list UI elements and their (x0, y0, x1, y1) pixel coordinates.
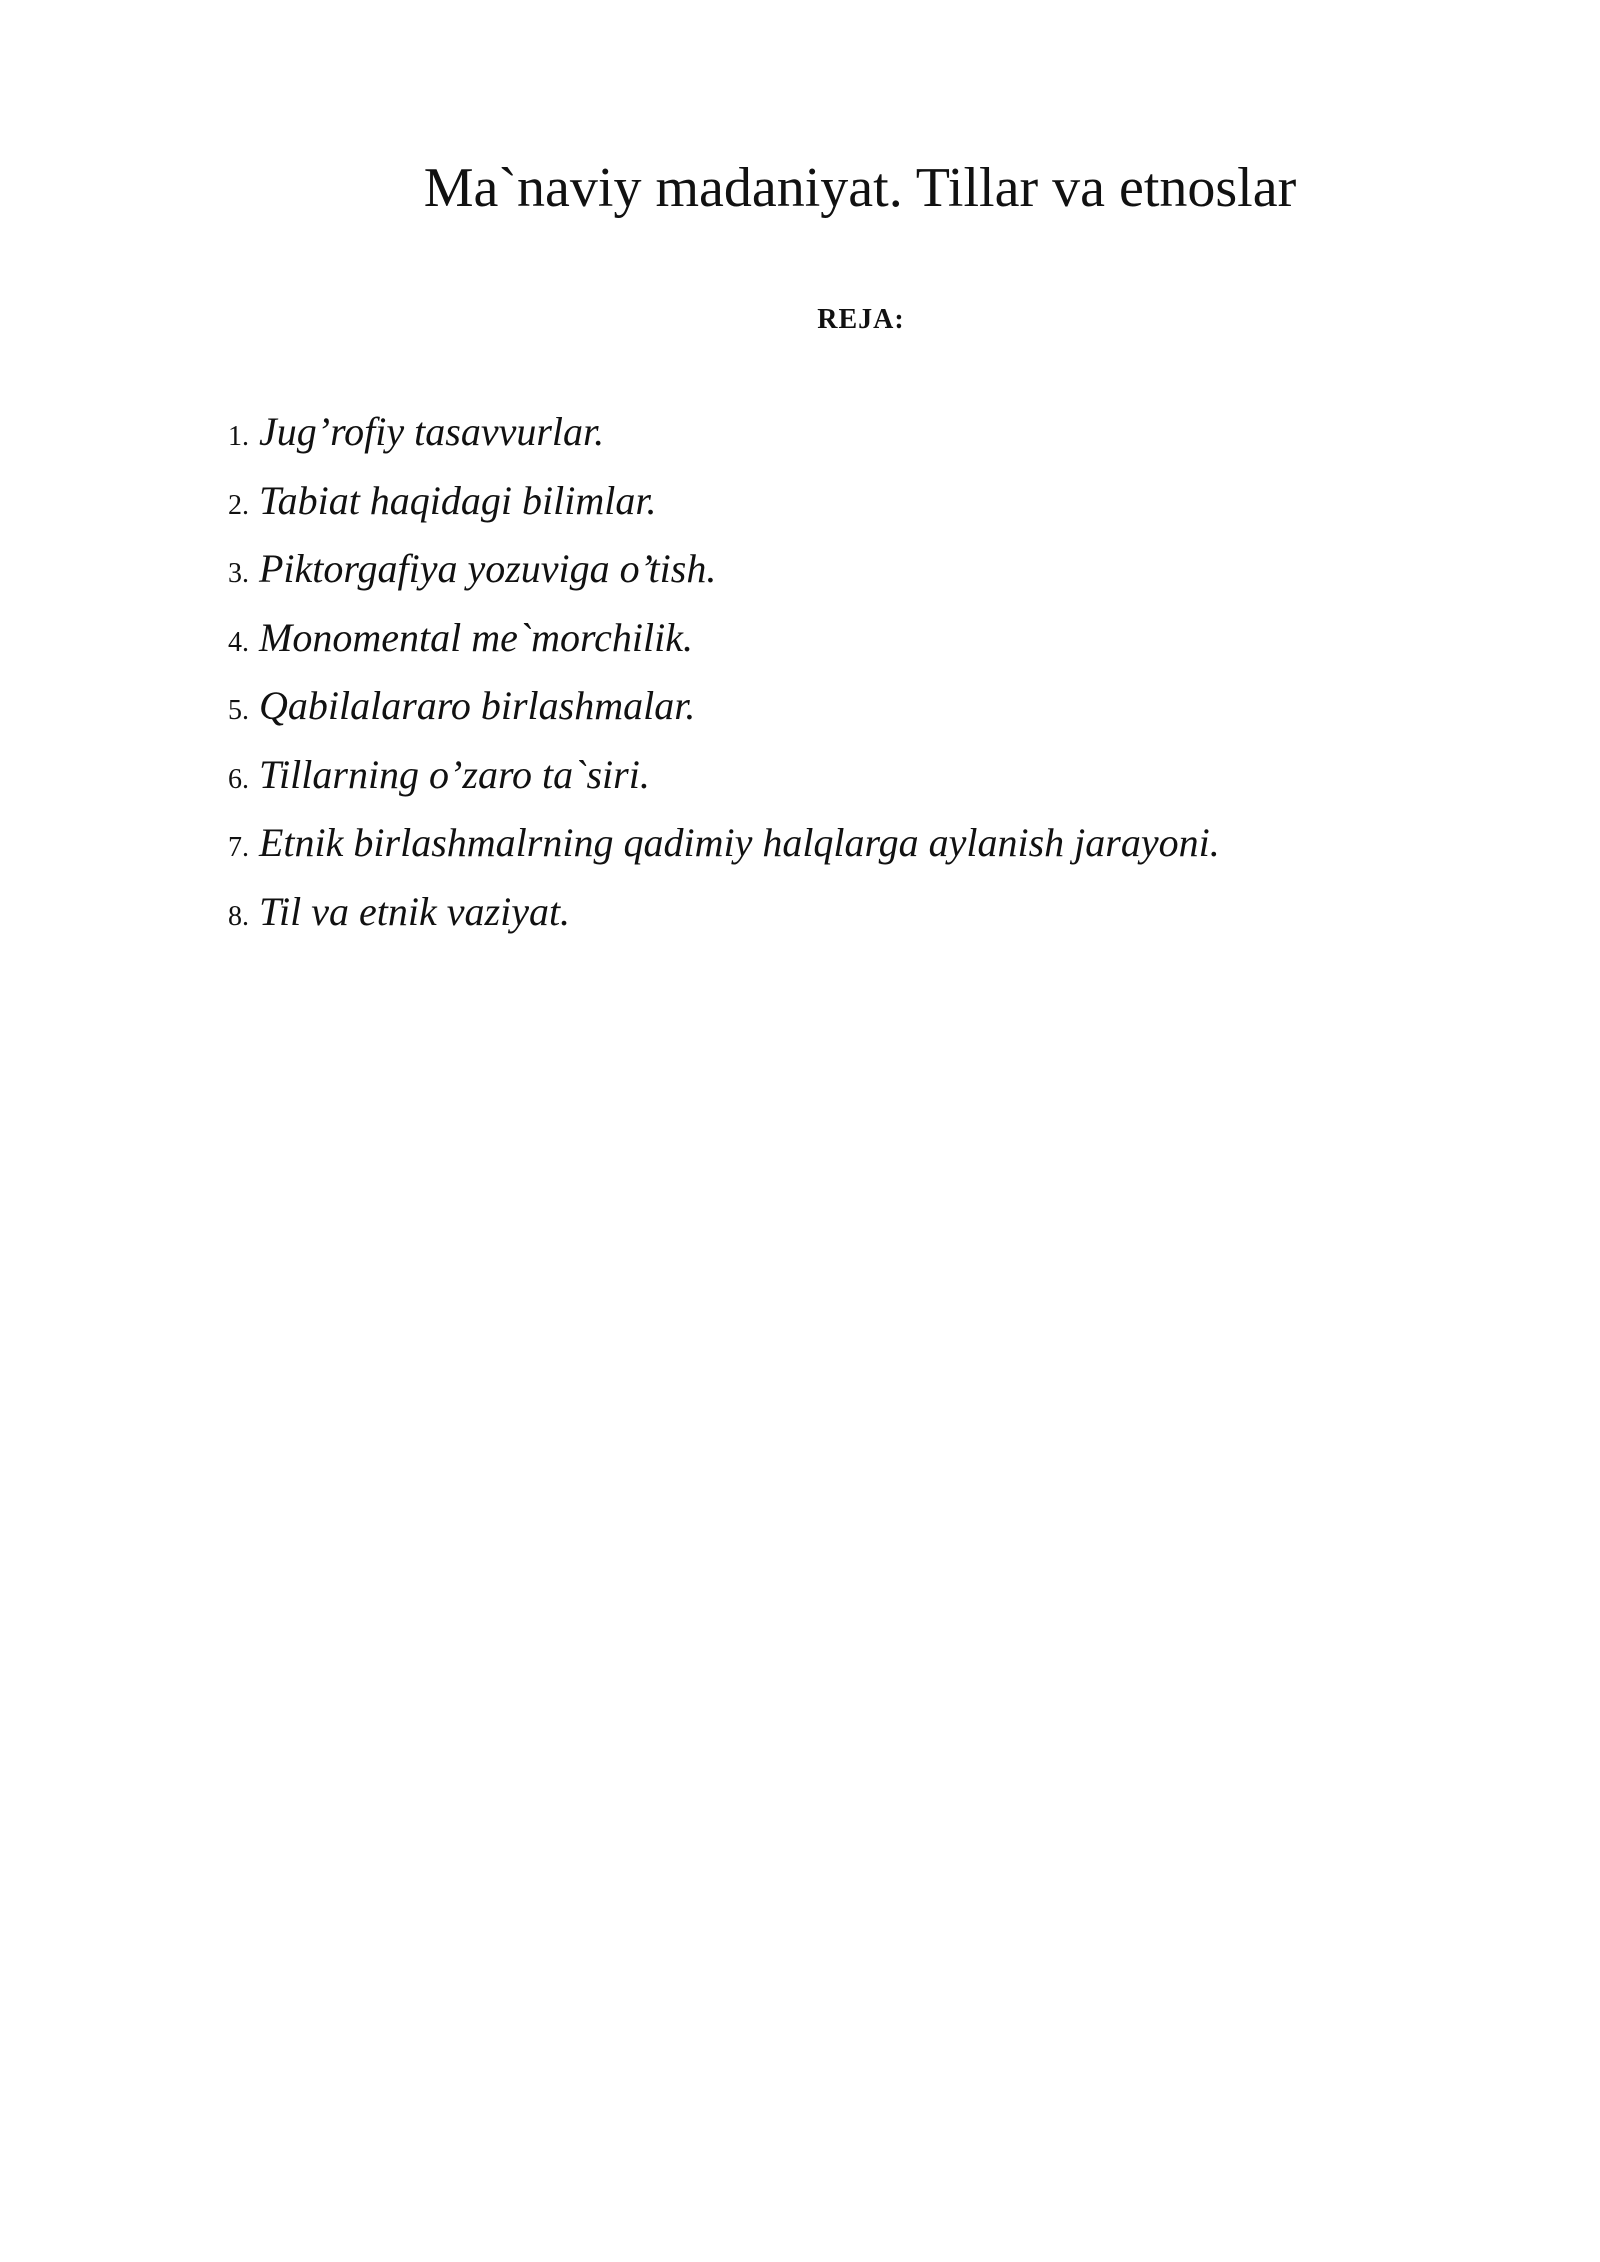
list-item-number: 8. (228, 900, 249, 932)
list-item (228, 614, 1220, 683)
list-item-number: 1. (228, 421, 249, 452)
list-item-text: Piktorgafiya yozuviga o’tish. (259, 546, 717, 591)
list-item-number: 2. (228, 489, 249, 521)
list-item-text: Qabilalararo birlashmalar. (259, 683, 696, 728)
list-item-number: 7. (228, 832, 249, 863)
list-item (228, 751, 1220, 820)
list-item-number: 4. (228, 626, 249, 658)
list-item (228, 477, 1220, 546)
list-item (228, 408, 1220, 477)
list-item-number: 6. (228, 763, 249, 795)
plan-heading: REJA: (817, 304, 905, 335)
list-item-number: 3. (228, 558, 249, 589)
list-item-text: Etnik birlashmalrning qadimiy halqlarga aylanish jarayoni. (259, 820, 1220, 865)
list-item (228, 819, 1220, 888)
list-item (228, 888, 1220, 957)
list-item (228, 545, 1220, 614)
page-title: Ma`naviy madaniyat. Tillar va etnoslar (423, 157, 1297, 219)
list-item-text: Tabiat haqidagi bilimlar. (259, 477, 657, 523)
plan-list (228, 408, 1220, 956)
list-item-text: Til va etnik vaziyat. (259, 888, 571, 934)
list-item-text: Monomental me`morchilik. (259, 614, 693, 660)
list-item-number: 5. (228, 695, 249, 726)
list-item-text: Tillarning o’zaro ta`siri. (259, 751, 650, 797)
list-item (228, 682, 1220, 751)
list-item-text: Jug’rofiy tasavvurlar. (259, 409, 605, 454)
